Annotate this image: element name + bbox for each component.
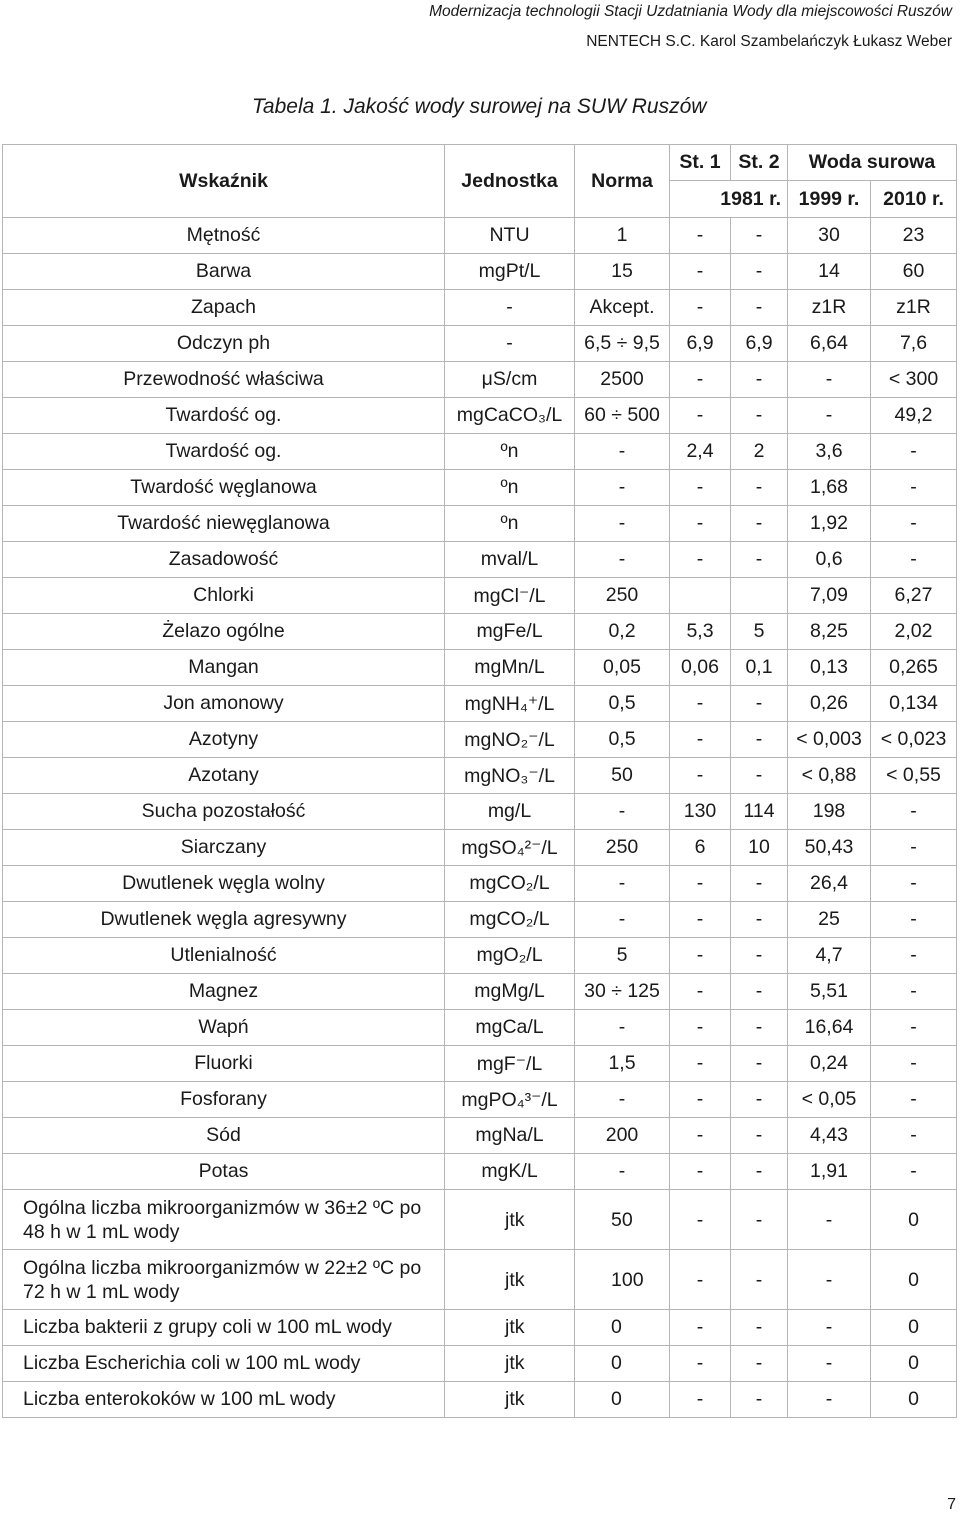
indicator-cell: Liczba enterokoków w 100 mL wody [3, 1382, 445, 1418]
norm-cell: 0 [575, 1382, 670, 1418]
unit-cell: μS/cm [445, 362, 575, 398]
year-1999-cell: 7,09 [788, 578, 871, 614]
st2-cell: - [731, 1010, 788, 1046]
unit-cell: mgNH₄⁺/L [445, 686, 575, 722]
year-2010-cell: 0 [871, 1250, 957, 1310]
year-2010-cell: < 0,023 [871, 722, 957, 758]
unit-cell: ºn [445, 434, 575, 470]
st1-cell: - [670, 1118, 731, 1154]
table-row [3, 1118, 957, 1154]
table-row [3, 1382, 957, 1418]
table-row [3, 902, 957, 938]
norm-cell: 60 ÷ 500 [575, 398, 670, 434]
table-row [3, 722, 957, 758]
st1-cell: - [670, 398, 731, 434]
st1-cell: - [670, 1010, 731, 1046]
norm-cell: 250 [575, 578, 670, 614]
table-row [3, 470, 957, 506]
indicator-cell: Ogólna liczba mikroorganizmów w 36±2 ºC po 48 h w 1 mL wody [3, 1190, 445, 1250]
indicator-cell: Twardość niewęglanowa [3, 506, 445, 542]
norm-cell: Akcept. [575, 290, 670, 326]
st1-cell: - [670, 362, 731, 398]
st2-cell: - [731, 398, 788, 434]
table-row [3, 938, 957, 974]
indicator-cell: Twardość węglanowa [3, 470, 445, 506]
unit-cell: mgMg/L [445, 974, 575, 1010]
st2-cell: - [731, 938, 788, 974]
st2-cell: 5 [731, 614, 788, 650]
table-row [3, 686, 957, 722]
st2-cell: - [731, 1382, 788, 1418]
year-2010-cell: 0 [871, 1310, 957, 1346]
norm-cell: - [575, 434, 670, 470]
indicator-cell: Ogólna liczba mikroorganizmów w 22±2 ºC po 72 h w 1 mL wody [3, 1250, 445, 1310]
indicator-cell: Liczba Escherichia coli w 100 mL wody [3, 1346, 445, 1382]
table-row [3, 830, 957, 866]
st1-cell: - [670, 1154, 731, 1190]
year-1999-cell: 0,6 [788, 542, 871, 578]
st1-cell: 130 [670, 794, 731, 830]
year-2010-cell: 0,265 [871, 650, 957, 686]
table-row [3, 506, 957, 542]
year-2010-cell: - [871, 866, 957, 902]
st2-cell: - [731, 1250, 788, 1310]
header-norm: Norma [575, 145, 670, 218]
year-1999-cell: 16,64 [788, 1010, 871, 1046]
unit-cell: mg/L [445, 794, 575, 830]
table-row [3, 1046, 957, 1082]
norm-cell: - [575, 902, 670, 938]
st1-cell [670, 578, 731, 614]
year-2010-cell: - [871, 1118, 957, 1154]
year-1999-cell: 4,43 [788, 1118, 871, 1154]
year-2010-cell: - [871, 830, 957, 866]
table-body [3, 218, 957, 1418]
unit-cell: mgSO₄²⁻/L [445, 830, 575, 866]
year-1999-cell: 26,4 [788, 866, 871, 902]
st1-cell: - [670, 866, 731, 902]
year-2010-cell: - [871, 938, 957, 974]
table-row [3, 542, 957, 578]
year-2010-cell: 2,02 [871, 614, 957, 650]
table-row [3, 434, 957, 470]
year-1999-cell: - [788, 398, 871, 434]
year-2010-cell: 49,2 [871, 398, 957, 434]
running-header-authors: NENTECH S.C. Karol Szambelańczyk Łukasz Weber [586, 33, 952, 50]
st2-cell: - [731, 1046, 788, 1082]
year-1999-cell: - [788, 1250, 871, 1310]
st2-cell: 6,9 [731, 326, 788, 362]
norm-cell: - [575, 542, 670, 578]
unit-cell: mgMn/L [445, 650, 575, 686]
year-2010-cell: 0 [871, 1346, 957, 1382]
table-row [3, 866, 957, 902]
unit-cell: - [445, 326, 575, 362]
st1-cell: - [670, 1046, 731, 1082]
year-2010-cell: < 300 [871, 362, 957, 398]
st1-cell: - [670, 758, 731, 794]
year-2010-cell: - [871, 1082, 957, 1118]
table-row [3, 578, 957, 614]
indicator-cell: Barwa [3, 254, 445, 290]
unit-cell: mgO₂/L [445, 938, 575, 974]
table-row [3, 1190, 957, 1250]
st1-cell: 6 [670, 830, 731, 866]
header-st1: St. 1 [670, 145, 731, 181]
st2-cell: - [731, 218, 788, 254]
header-year-2010: 2010 r. [871, 181, 957, 218]
unit-cell: mgK/L [445, 1154, 575, 1190]
st1-cell: - [670, 938, 731, 974]
year-1999-cell: 1,91 [788, 1154, 871, 1190]
norm-cell: 0,2 [575, 614, 670, 650]
year-1999-cell: z1R [788, 290, 871, 326]
unit-cell: mgCO₂/L [445, 902, 575, 938]
unit-cell: mval/L [445, 542, 575, 578]
unit-cell: mgF⁻/L [445, 1046, 575, 1082]
indicator-cell: Zapach [3, 290, 445, 326]
st1-cell: - [670, 1190, 731, 1250]
year-2010-cell: 7,6 [871, 326, 957, 362]
st1-cell: - [670, 1082, 731, 1118]
norm-cell: 0 [575, 1346, 670, 1382]
table-row [3, 974, 957, 1010]
unit-cell: mgCa/L [445, 1010, 575, 1046]
year-2010-cell: - [871, 542, 957, 578]
table-row [3, 1154, 957, 1190]
norm-cell: - [575, 794, 670, 830]
table-caption: Tabela 1. Jakość wody surowej na SUW Ruszów [252, 95, 707, 118]
indicator-cell: Twardość og. [3, 398, 445, 434]
year-1999-cell: - [788, 1346, 871, 1382]
header-st2: St. 2 [731, 145, 788, 181]
st2-cell: - [731, 1310, 788, 1346]
unit-cell: jtk [445, 1346, 575, 1382]
year-1999-cell: - [788, 362, 871, 398]
year-1999-cell: 14 [788, 254, 871, 290]
year-1999-cell: 5,51 [788, 974, 871, 1010]
year-2010-cell: - [871, 974, 957, 1010]
st2-cell: 2 [731, 434, 788, 470]
year-2010-cell: 0 [871, 1190, 957, 1250]
norm-cell: - [575, 1154, 670, 1190]
year-1999-cell: 1,92 [788, 506, 871, 542]
year-2010-cell: 60 [871, 254, 957, 290]
table-row [3, 326, 957, 362]
st2-cell: - [731, 758, 788, 794]
st1-cell: - [670, 1250, 731, 1310]
unit-cell: mgNa/L [445, 1118, 575, 1154]
indicator-cell: Sucha pozostałość [3, 794, 445, 830]
unit-cell: mgFe/L [445, 614, 575, 650]
year-2010-cell: 6,27 [871, 578, 957, 614]
norm-cell: - [575, 506, 670, 542]
year-1999-cell: 30 [788, 218, 871, 254]
st2-cell: 10 [731, 830, 788, 866]
norm-cell: 0,5 [575, 722, 670, 758]
st1-cell: - [670, 506, 731, 542]
unit-cell: jtk [445, 1382, 575, 1418]
year-1999-cell: 1,68 [788, 470, 871, 506]
unit-cell: mgNO₃⁻/L [445, 758, 575, 794]
table-row [3, 650, 957, 686]
st1-cell: - [670, 1346, 731, 1382]
st1-cell: - [670, 290, 731, 326]
year-1999-cell: < 0,05 [788, 1082, 871, 1118]
st2-cell: - [731, 506, 788, 542]
indicator-cell: Zasadowość [3, 542, 445, 578]
year-1999-cell: 8,25 [788, 614, 871, 650]
st1-cell: - [670, 686, 731, 722]
norm-cell: 100 [575, 1250, 670, 1310]
year-1999-cell: 4,7 [788, 938, 871, 974]
st2-cell: - [731, 902, 788, 938]
norm-cell: - [575, 1010, 670, 1046]
unit-cell: jtk [445, 1250, 575, 1310]
page-number: 7 [947, 1496, 956, 1513]
year-1999-cell: 0,13 [788, 650, 871, 686]
unit-cell: jtk [445, 1190, 575, 1250]
st1-cell: - [670, 542, 731, 578]
year-1999-cell: 198 [788, 794, 871, 830]
table-row [3, 1346, 957, 1382]
st2-cell: - [731, 686, 788, 722]
year-1999-cell: - [788, 1190, 871, 1250]
st1-cell: - [670, 902, 731, 938]
indicator-cell: Jon amonowy [3, 686, 445, 722]
table-row [3, 1250, 957, 1310]
norm-cell: 1 [575, 218, 670, 254]
st1-cell: - [670, 1382, 731, 1418]
st2-cell: - [731, 1154, 788, 1190]
indicator-cell: Mangan [3, 650, 445, 686]
norm-cell: 250 [575, 830, 670, 866]
indicator-cell: Twardość og. [3, 434, 445, 470]
norm-cell: 6,5 ÷ 9,5 [575, 326, 670, 362]
table-row [3, 218, 957, 254]
year-1999-cell: 25 [788, 902, 871, 938]
table-row [3, 614, 957, 650]
st1-cell: 0,06 [670, 650, 731, 686]
table-row [3, 1082, 957, 1118]
header-year-1999: 1999 r. [788, 181, 871, 218]
norm-cell: 1,5 [575, 1046, 670, 1082]
table-row [3, 1010, 957, 1046]
table-row [3, 398, 957, 434]
year-2010-cell: 0,134 [871, 686, 957, 722]
indicator-cell: Liczba bakterii z grupy coli w 100 mL wody [3, 1310, 445, 1346]
indicator-cell: Mętność [3, 218, 445, 254]
st1-cell: - [670, 470, 731, 506]
year-2010-cell: - [871, 1154, 957, 1190]
indicator-cell: Azotyny [3, 722, 445, 758]
unit-cell: mgPt/L [445, 254, 575, 290]
norm-cell: 200 [575, 1118, 670, 1154]
st2-cell: - [731, 722, 788, 758]
st2-cell: - [731, 542, 788, 578]
st2-cell: - [731, 1346, 788, 1382]
header-year-1981: 1981 r. [670, 181, 788, 218]
unit-cell: mgPO₄³⁻/L [445, 1082, 575, 1118]
norm-cell: 0,05 [575, 650, 670, 686]
year-1999-cell: < 0,88 [788, 758, 871, 794]
indicator-cell: Sód [3, 1118, 445, 1154]
indicator-cell: Chlorki [3, 578, 445, 614]
st1-cell: 2,4 [670, 434, 731, 470]
year-2010-cell: - [871, 506, 957, 542]
indicator-cell: Fluorki [3, 1046, 445, 1082]
st2-cell: 0,1 [731, 650, 788, 686]
indicator-cell: Potas [3, 1154, 445, 1190]
indicator-cell: Fosforany [3, 1082, 445, 1118]
indicator-cell: Azotany [3, 758, 445, 794]
st2-cell: - [731, 254, 788, 290]
year-2010-cell: - [871, 470, 957, 506]
year-1999-cell: 3,6 [788, 434, 871, 470]
year-2010-cell: - [871, 1010, 957, 1046]
st2-cell: - [731, 362, 788, 398]
year-2010-cell: - [871, 1046, 957, 1082]
table-row [3, 290, 957, 326]
indicator-cell: Utlenialność [3, 938, 445, 974]
unit-cell: NTU [445, 218, 575, 254]
year-1999-cell: 50,43 [788, 830, 871, 866]
year-1999-cell: 0,24 [788, 1046, 871, 1082]
st2-cell: - [731, 1190, 788, 1250]
norm-cell: - [575, 1082, 670, 1118]
unit-cell: ºn [445, 506, 575, 542]
norm-cell: 50 [575, 1190, 670, 1250]
year-2010-cell: - [871, 902, 957, 938]
norm-cell: - [575, 470, 670, 506]
year-2010-cell: z1R [871, 290, 957, 326]
year-2010-cell: - [871, 434, 957, 470]
year-2010-cell: 0 [871, 1382, 957, 1418]
year-1999-cell: - [788, 1310, 871, 1346]
header-unit: Jednostka [445, 145, 575, 218]
unit-cell: mgCl⁻/L [445, 578, 575, 614]
table-row [3, 794, 957, 830]
st1-cell: - [670, 218, 731, 254]
indicator-cell: Przewodność właściwa [3, 362, 445, 398]
running-header-title: Modernizacja technologii Stacji Uzdatniania Wody dla miejscowości Ruszów [429, 3, 952, 20]
indicator-cell: Magnez [3, 974, 445, 1010]
unit-cell: ºn [445, 470, 575, 506]
st2-cell: 114 [731, 794, 788, 830]
indicator-cell: Dwutlenek węgla wolny [3, 866, 445, 902]
st1-cell: - [670, 254, 731, 290]
st2-cell: - [731, 866, 788, 902]
header-raw-water: Woda surowa [788, 145, 957, 181]
st2-cell: - [731, 974, 788, 1010]
year-1999-cell: 0,26 [788, 686, 871, 722]
year-2010-cell: - [871, 794, 957, 830]
st2-cell: - [731, 1082, 788, 1118]
norm-cell: 50 [575, 758, 670, 794]
norm-cell: - [575, 866, 670, 902]
unit-cell: mgCaCO₃/L [445, 398, 575, 434]
unit-cell: - [445, 290, 575, 326]
norm-cell: 0,5 [575, 686, 670, 722]
indicator-cell: Siarczany [3, 830, 445, 866]
st2-cell: - [731, 470, 788, 506]
st2-cell [731, 578, 788, 614]
norm-cell: 2500 [575, 362, 670, 398]
norm-cell: 5 [575, 938, 670, 974]
table-row [3, 254, 957, 290]
indicator-cell: Dwutlenek węgla agresywny [3, 902, 445, 938]
year-2010-cell: < 0,55 [871, 758, 957, 794]
st1-cell: 6,9 [670, 326, 731, 362]
st1-cell: - [670, 1310, 731, 1346]
indicator-cell: Wapń [3, 1010, 445, 1046]
year-2010-cell: 23 [871, 218, 957, 254]
table-row [3, 362, 957, 398]
norm-cell: 0 [575, 1310, 670, 1346]
water-quality-table [2, 144, 957, 1418]
st2-cell: - [731, 290, 788, 326]
table-row [3, 758, 957, 794]
year-1999-cell: < 0,003 [788, 722, 871, 758]
unit-cell: jtk [445, 1310, 575, 1346]
indicator-cell: Żelazo ogólne [3, 614, 445, 650]
header-indicator: Wskaźnik [3, 145, 445, 218]
year-1999-cell: 6,64 [788, 326, 871, 362]
unit-cell: mgNO₂⁻/L [445, 722, 575, 758]
st1-cell: - [670, 974, 731, 1010]
norm-cell: 15 [575, 254, 670, 290]
table-row [3, 1310, 957, 1346]
indicator-cell: Odczyn ph [3, 326, 445, 362]
st2-cell: - [731, 1118, 788, 1154]
year-1999-cell: - [788, 1382, 871, 1418]
st1-cell: - [670, 722, 731, 758]
norm-cell: 30 ÷ 125 [575, 974, 670, 1010]
st1-cell: 5,3 [670, 614, 731, 650]
unit-cell: mgCO₂/L [445, 866, 575, 902]
